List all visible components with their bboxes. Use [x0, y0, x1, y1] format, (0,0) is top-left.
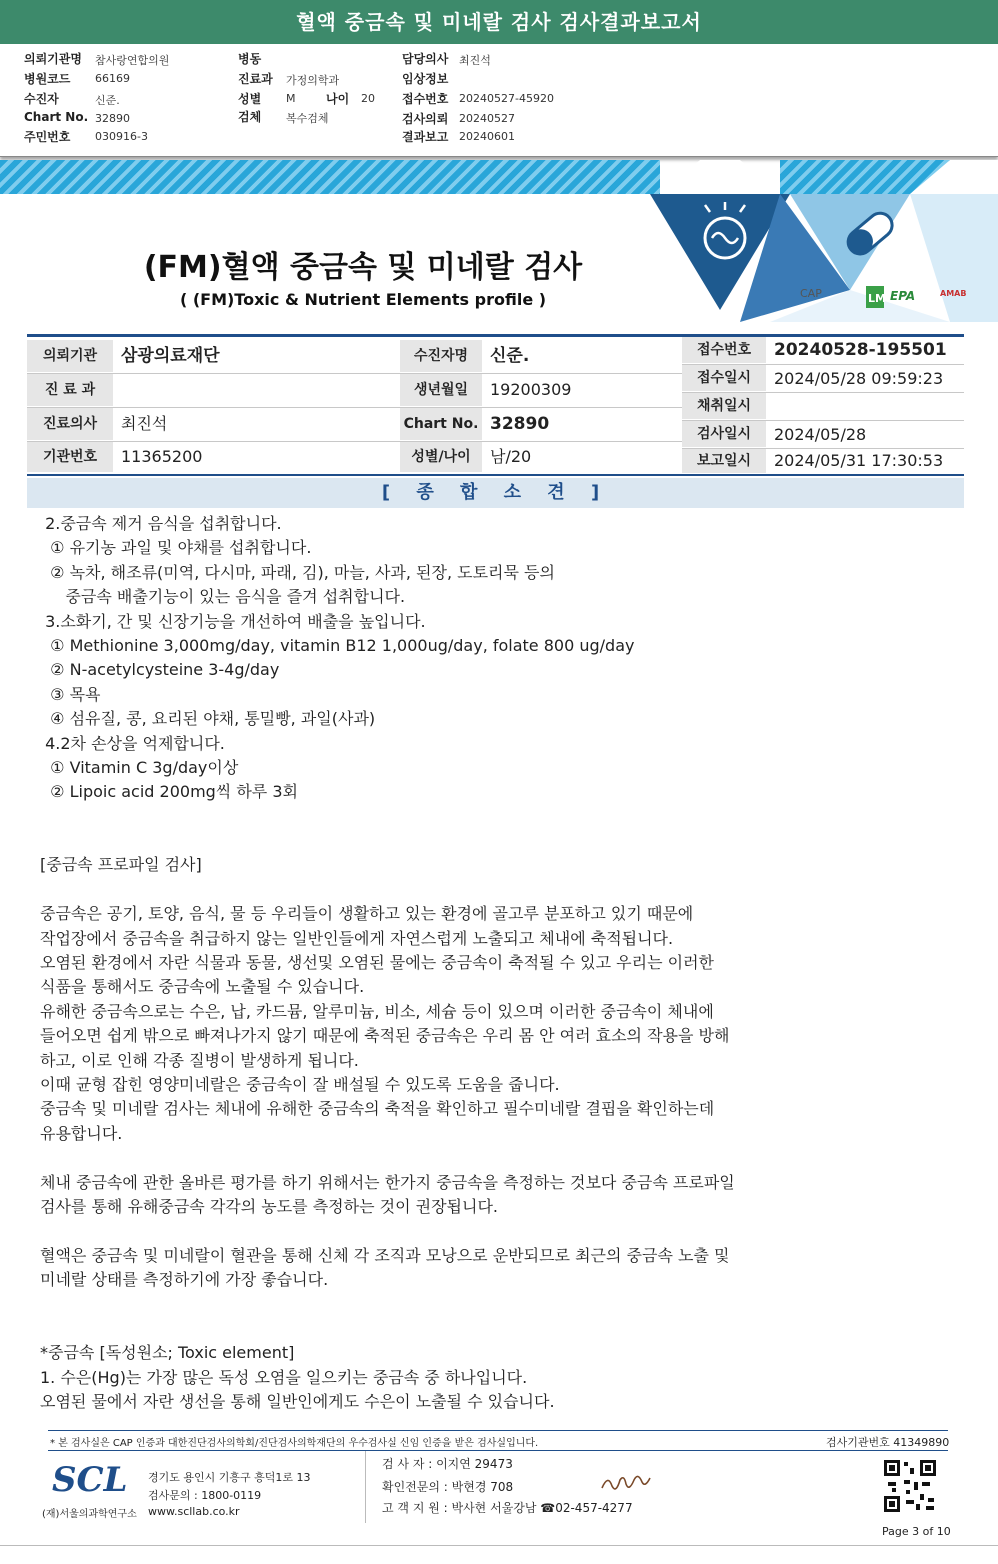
field-label: 의뢰기관명 [24, 52, 82, 66]
table-rule [27, 441, 682, 442]
field-value: 가정의학과 [286, 74, 340, 87]
body-line: 하고, 이로 인해 각종 질병이 발생하게 됩니다. [40, 1050, 359, 1070]
body-line: ② N-acetylcysteine 3-4g/day [40, 660, 280, 680]
field-label: 결과보고 [402, 130, 449, 144]
body-line: ① 유기농 과일 및 야채를 섭취합니다. [40, 538, 312, 558]
info-value: 2024/05/28 [774, 425, 867, 444]
info-label: 수진자명 [400, 340, 482, 372]
body-line: 1. 수은(Hg)는 가장 많은 독성 오염을 일으키는 중금속 중 하나입니다. [40, 1367, 528, 1387]
field-label: 임상정보 [402, 72, 449, 86]
body-line: [중금속 프로파일 검사] [40, 855, 202, 875]
info-value: 신준. [490, 346, 530, 366]
field-label: 병동 [238, 52, 262, 66]
field-label: 병원코드 [24, 72, 71, 86]
footer-rule [48, 1430, 948, 1431]
body-line: 중금속은 공기, 토양, 음식, 물 등 우리들이 생활하고 있는 환경에 골고루 분포하고 있기 때문에 [40, 904, 694, 924]
org-name: (재)서울의과학연구소 [42, 1509, 137, 1520]
banner-stripe [0, 160, 660, 194]
field-label: 접수번호 [402, 92, 449, 106]
body-line [40, 1293, 735, 1317]
info-value: 남/20 [490, 447, 532, 466]
field-label: 주민번호 [24, 130, 71, 144]
info-value: 20240528-195501 [774, 340, 947, 360]
body-line: 3.소화기, 간 및 신장기능을 개선하여 배출을 높입니다. [40, 611, 426, 631]
info-value: 19200309 [490, 380, 572, 399]
field-value: 20240527 [459, 112, 515, 125]
table-rule [682, 392, 964, 393]
body-line: 중금속 배출기능이 있는 음식을 즐겨 섭취합니다. [40, 587, 406, 607]
page-bottom-rule [0, 1545, 998, 1546]
field-value: 20240601 [459, 130, 515, 143]
examiner: 검 사 자 : 이지연 29473 [382, 1457, 513, 1471]
body-line: *중금속 [독성원소; Toxic element] [40, 1343, 295, 1363]
field-label: 담당의사 [402, 52, 449, 66]
field-value: 32890 [95, 112, 130, 125]
body-line [40, 829, 735, 853]
info-label: 접수일시 [682, 365, 766, 391]
info-label: 생년월일 [400, 374, 482, 406]
body-line [40, 1317, 735, 1341]
lm-logo: LM [868, 292, 886, 305]
info-value: 2024/05/31 17:30:53 [774, 451, 944, 470]
body-line: ③ 목욕 [40, 684, 101, 704]
body-line: 이때 균형 잡힌 영양미네랄은 중금속이 잘 배설될 수 있도록 도움을 줍니다. [40, 1074, 560, 1094]
field-value: 66169 [95, 72, 130, 85]
lab-number: 검사기관번호 41349890 [826, 1436, 950, 1449]
field-label: 성별 [238, 92, 262, 106]
body-line: 혈액은 중금속 및 미네랄이 혈관을 통해 신체 각 조직과 모낭으로 운반되므로 최근의 중금속 노출 및 [40, 1245, 730, 1265]
body-line: 미네랄 상태를 측정하기에 가장 좋습니다. [40, 1270, 329, 1290]
footer-rule [48, 1450, 948, 1451]
inquiry: 검사문의 : 1800-0119 [148, 1489, 262, 1502]
info-value: 삼광의료재단 [121, 346, 220, 366]
body-line: ① Methionine 3,000mg/day, vitamin B12 1,000ug/day, folate 800 ug/day [40, 635, 635, 655]
info-label: 검사일시 [682, 421, 766, 447]
body-line: 유용합니다. [40, 1123, 123, 1143]
qr-code-icon[interactable] [882, 1458, 938, 1514]
body-line: 식품을 통해서도 중금속에 노출될 수 있습니다. [40, 977, 365, 997]
epa-logo: EPA [890, 289, 916, 303]
section-title: [ 종 합 소 견 ] [27, 478, 964, 508]
opinion-body [40, 512, 735, 1414]
info-label: 진료의사 [27, 408, 113, 440]
body-line: 4.2차 손상을 억제합니다. [40, 733, 225, 753]
body-line [40, 1219, 735, 1243]
address: 경기도 용인시 기흥구 흥덕1로 13 [148, 1471, 311, 1484]
field-value: 20240527-45920 [459, 92, 554, 105]
scl-logo: SCL [52, 1460, 128, 1500]
test-title: (FM)혈액 중금속 및 미네랄 검사 [143, 250, 583, 285]
field-value: 참사랑연합의원 [95, 54, 170, 67]
table-rule [682, 420, 964, 421]
signature [598, 1470, 658, 1496]
patient-header-panel [0, 44, 998, 157]
field-value: 신준. [95, 94, 120, 107]
body-line: 체내 중금속에 관한 올바른 평가를 하기 위해서는 한가지 중금속을 측정하는 것보다 중금속 프로파일 [40, 1172, 735, 1192]
field-value: 복수검체 [286, 112, 329, 125]
report-title-bar: 혈액 중금속 및 미네랄 검사 검사결과보고서 [0, 0, 998, 44]
body-line: 검사를 통해 유해중금속 각각의 농도를 측정하는 것이 권장됩니다. [40, 1196, 499, 1216]
body-line: ② Lipoic acid 200mg씩 하루 3회 [40, 782, 298, 802]
cap-logo: CAP [800, 287, 822, 300]
page-number: Page 3 of 10 [882, 1525, 951, 1538]
amab-logo: AMAB [940, 289, 967, 298]
info-label: 기관번호 [27, 442, 113, 472]
body-line: ② 녹차, 해조류(미역, 다시마, 파래, 김), 마늘, 사과, 된장, 도토리묵 등의 [40, 562, 555, 582]
footer-divider [365, 1451, 366, 1523]
confirmer: 확인전문의 : 박현경 708 [382, 1480, 514, 1494]
info-label: Chart No. [400, 408, 482, 440]
field-value: 최진석 [459, 54, 491, 67]
info-label: 채취일시 [682, 393, 766, 419]
test-subtitle: ( (FM)Toxic & Nutrient Elements profile ) [179, 290, 547, 309]
body-line: ① Vitamin C 3g/day이상 [40, 757, 239, 777]
table-rule [27, 373, 682, 374]
field-label: 검사의뢰 [402, 112, 449, 126]
body-line: 작업장에서 중금속을 취급하지 않는 일반인들에게 자연스럽게 노출되고 체내에 축적됩니다. [40, 928, 674, 948]
info-label: 진 료 과 [27, 374, 113, 406]
field-value: 030916-3 [95, 130, 148, 143]
customer-support: 고 객 지 원 : 박사현 서울강남 ☎02-457-4277 [382, 1501, 633, 1515]
body-line: 2.중금속 제거 음식을 섭취합니다. [40, 514, 282, 533]
table-rule [682, 448, 964, 449]
info-label: 성별/나이 [400, 442, 482, 472]
body-line [40, 805, 735, 829]
field-label: 나이 [326, 92, 350, 106]
website[interactable]: www.scllab.co.kr [148, 1505, 240, 1518]
body-line: 들어오면 쉽게 밖으로 빠져나가지 않기 때문에 축적된 중금속은 우리 몸 안 여러 효소의 작용을 방해 [40, 1026, 730, 1046]
table-bottom-rule [27, 474, 964, 476]
field-value: M [286, 92, 296, 105]
info-label: 의뢰기관 [27, 340, 113, 372]
body-line: 오염된 환경에서 자란 식물과 동물, 생선및 오염된 물에는 중금속이 축적될 수 있고 우리는 이러한 [40, 953, 714, 973]
footer-notice: * 본 검사실은 CAP 인증과 대한진단검사의학회/진단검사의학재단의 우수검사실 신임 인증을 받은 검사실입니다. [50, 1438, 539, 1449]
body-line: ④ 섬유질, 콩, 요리된 야채, 통밀빵, 과일(사과) [40, 709, 376, 729]
field-label: 진료과 [238, 72, 273, 86]
info-label: 접수번호 [682, 337, 766, 363]
body-line: 오염된 물에서 자란 생선을 통해 일반인에게도 수은이 노출될 수 있습니다. [40, 1392, 555, 1412]
info-value: 최진석 [121, 414, 168, 433]
field-label: 수진자 [24, 92, 59, 106]
table-rule [27, 407, 682, 408]
table-rule [682, 364, 964, 365]
field-label: Chart No. [24, 110, 89, 124]
info-value: 32890 [490, 414, 550, 434]
info-label: 보고일시 [682, 449, 766, 473]
info-value: 11365200 [121, 447, 203, 466]
body-line: 중금속 및 미네랄 검사는 체내에 유해한 중금속의 축적을 확인하고 필수미네랄 결핍을 확인하는데 [40, 1099, 715, 1119]
info-value: 2024/05/28 09:59:23 [774, 369, 944, 388]
body-line: 유해한 중금속으로는 수은, 납, 카드뮴, 알루미늄, 비소, 세슘 등이 있으며 이러한 중금속이 체내에 [40, 1001, 714, 1021]
field-label: 검체 [238, 110, 262, 124]
body-line [40, 878, 735, 902]
body-line [40, 1146, 735, 1170]
field-value: 20 [361, 92, 375, 105]
